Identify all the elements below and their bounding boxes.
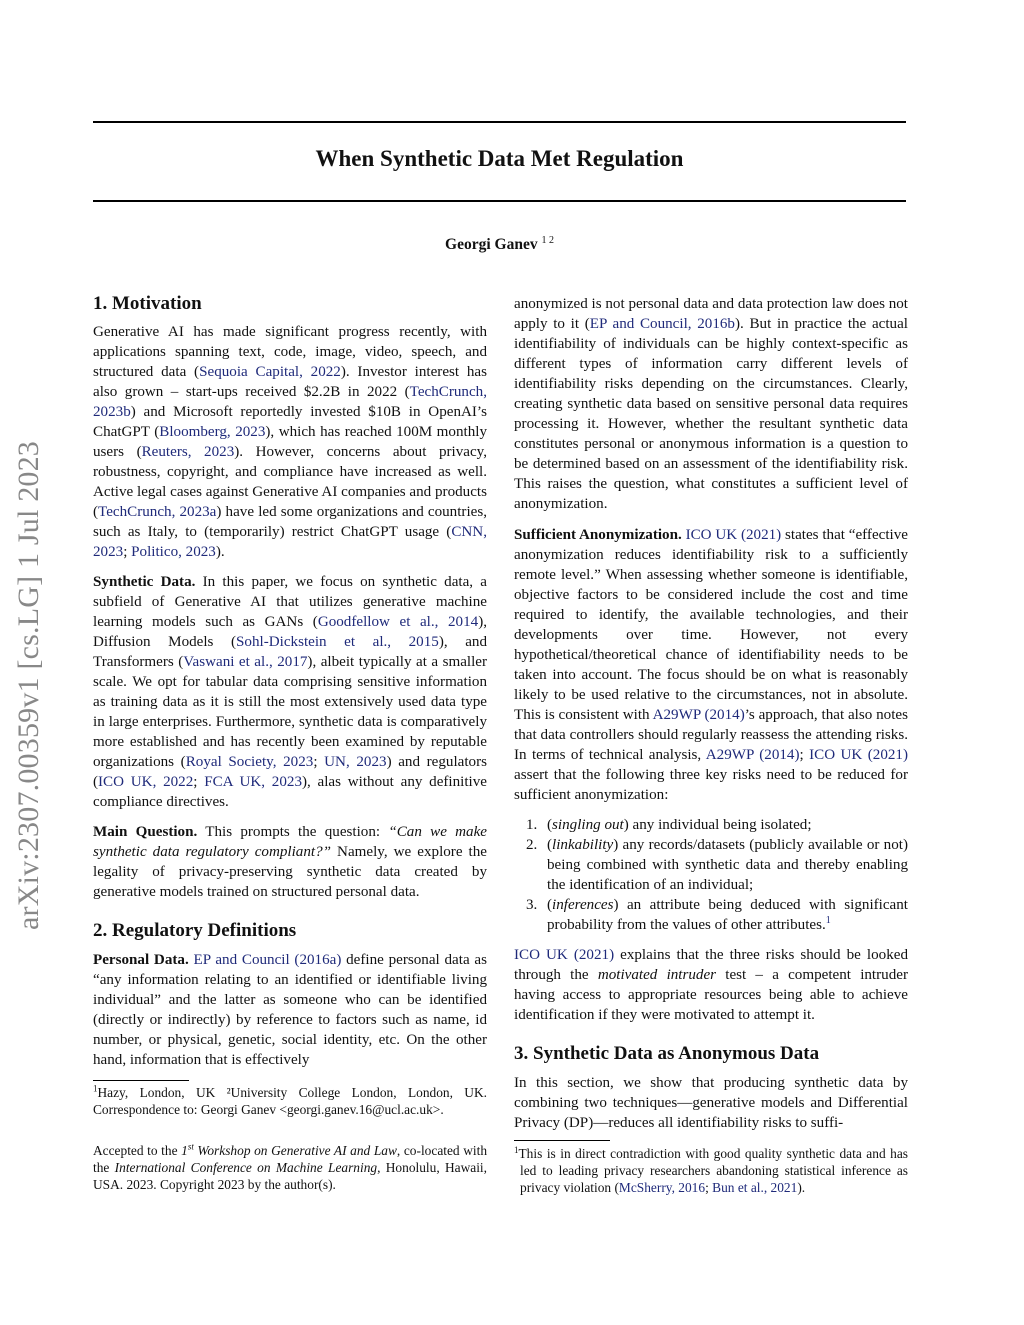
risk-number: 3. bbox=[526, 897, 538, 913]
text-segment: ’s approach, that also notes that data controllers should regularly reassess the attending risks. In terms of technical analysis, bbox=[514, 707, 908, 763]
citation-link[interactable]: Vaswani et al., 2017 bbox=[183, 654, 308, 670]
risk-list bbox=[514, 815, 908, 935]
text-segment: ), alas without any definitive compliance directives. bbox=[93, 774, 487, 810]
footnote-1-link[interactable]: 1 bbox=[825, 914, 831, 926]
paper-title: When Synthetic Data Met Regulation bbox=[315, 146, 684, 171]
text-segment: assert that the following three key risks need to be reduced for sufficient anonymization: bbox=[514, 767, 908, 803]
text-segment: st bbox=[187, 1141, 194, 1152]
risk-description: an attribute being deduced with significant probability from the values of other attributes. bbox=[547, 897, 908, 933]
text-segment: ). Investor interest has also grown – start-ups received $2.2B in 2022 ( bbox=[93, 364, 487, 400]
text-segment: ; bbox=[705, 1180, 713, 1195]
footnote-1-rule bbox=[514, 1140, 610, 1141]
text-segment: “Can we make synthetic data regulatory compliant?” bbox=[93, 824, 488, 860]
text-segment: ), which has reached 100M monthly users ( bbox=[93, 424, 487, 460]
citation-link[interactable]: FCA UK, 2023 bbox=[204, 774, 302, 790]
footnote-1-mark: 1 bbox=[514, 1144, 519, 1155]
personal-data-heading: Personal Data. bbox=[93, 952, 189, 968]
personal-data-paragraph bbox=[93, 950, 487, 1070]
text-segment: Generative AI has made significant progress recently, with applications spanning text, code, image, video, speech, and structured data ( bbox=[93, 324, 487, 380]
text-segment: ; bbox=[799, 747, 810, 763]
text-segment: 1 bbox=[181, 1143, 188, 1158]
citation-link[interactable]: Reuters, 2023 bbox=[141, 444, 235, 460]
text-segment: International Conference on Machine Learning bbox=[114, 1160, 378, 1175]
affiliation-footnote-mark: 1 bbox=[93, 1083, 98, 1094]
section-2-heading: 2. Regulatory Definitions bbox=[93, 920, 297, 941]
text-segment: ; bbox=[313, 754, 325, 770]
footnote-1-text bbox=[519, 1146, 909, 1195]
text-segment: ) and Microsoft reportedly invested $10B in OpenAI’s ChatGPT ( bbox=[93, 404, 487, 440]
sufficient-anonymization-text bbox=[514, 527, 908, 803]
risk-list-item: 1. (singling out) any individual being isolated; bbox=[526, 817, 812, 833]
section-3-text bbox=[514, 1073, 908, 1133]
text-segment: In this paper, we focus on synthetic data, a subfield of Generative AI that utilizes generative machine learning models such as GANs ( bbox=[93, 574, 487, 630]
text-segment: states that “effective anonymization reduces identifiability risk to a sufficiently remote level.” When assessing whether someone is identifiable, objective factors to be considered include the cost and time required to identify, the available technologies, and their developments over time. However, not every hypothetical/theoretical chance of identifiability needs to be taken into account. The focus should be on what is reasonably likely to be used relative to the circumstances, not in absolute. This is consistent with bbox=[514, 527, 908, 723]
text-segment: In this section, we show that producing synthetic data by combining two techniques—generative models and Differential Privacy (DP)—reduces all identifiability risks to suffi- bbox=[514, 1075, 908, 1131]
text-segment: Workshop on Generative AI and Law bbox=[193, 1143, 397, 1158]
citation-link[interactable]: TechCrunch, 2023b bbox=[93, 384, 487, 420]
text-segment: explains that the three risks should be looked through the bbox=[514, 947, 908, 983]
citation-link[interactable]: UN, 2023 bbox=[324, 754, 387, 770]
citation-link[interactable]: ICO UK (2021) bbox=[685, 527, 782, 543]
citation-link[interactable]: Sequoia Capital, 2022 bbox=[199, 364, 341, 380]
motivated-intruder-text bbox=[514, 945, 908, 1025]
affiliation-footnote-rule bbox=[93, 1080, 189, 1081]
author-affiliation-marks: 1 2 bbox=[541, 234, 554, 246]
title-rule-bottom bbox=[93, 200, 906, 202]
risk-term: singling out bbox=[552, 817, 624, 833]
citation-link[interactable]: Royal Society, 2023 bbox=[185, 754, 314, 770]
text-segment: Namely, we explore the legality of privacy-preserving synthetic data created by generative models trained on structured personal data. bbox=[93, 844, 487, 900]
main-question-paragraph bbox=[93, 822, 487, 902]
text-segment: , Honolulu, Hawaii, USA. 2023. Copyright 2023 by the author(s). bbox=[93, 1160, 488, 1192]
text-segment: ; bbox=[193, 774, 205, 790]
synthetic-data-text bbox=[93, 574, 487, 810]
section-1-heading: 1. Motivation bbox=[93, 293, 202, 314]
text-segment: ). However, concerns about privacy, robustness, copyright, and compliance have increased as well. Active legal cases against Generative AI companies and products ( bbox=[93, 444, 488, 520]
citation-link[interactable]: Bloomberg, 2023 bbox=[159, 424, 266, 440]
arxiv-identifier: arXiv:2307.00359v1 [cs.LG] 1 Jul 2023 bbox=[12, 440, 45, 930]
motivated-intruder-paragraph bbox=[514, 945, 908, 1025]
citation-link[interactable]: TechCrunch, 2023a bbox=[98, 504, 217, 520]
text-segment: define personal data as “any information relating to an identified or identifiable living individual” and the latter as someone who can be identified (directly or indirectly) by reference to factors such as name, id number, or physical, genetic, social identity, etc. On the other hand, information that is effectively bbox=[93, 952, 487, 1068]
citation-link[interactable]: CNN, 2023 bbox=[93, 524, 487, 560]
author-line bbox=[93, 236, 906, 254]
citation-link[interactable]: Sohl-Dickstein et al., 2015 bbox=[236, 634, 439, 650]
text-segment: ). bbox=[215, 544, 225, 560]
citation-link[interactable]: Bun et al., 2021 bbox=[712, 1180, 798, 1195]
text-segment: ; bbox=[123, 544, 132, 560]
anonymization-paragraph bbox=[514, 294, 908, 514]
risk-number: 1. bbox=[526, 817, 538, 833]
text-segment: This is in direct contradiction with good quality synthetic data and has led to leading privacy researchers abandoning statistical inference as privacy violation ( bbox=[518, 1146, 908, 1195]
risk-number: 2. bbox=[526, 837, 538, 853]
motivation-paragraph bbox=[93, 322, 487, 562]
section-3-paragraph bbox=[514, 1073, 908, 1133]
synthetic-data-heading: Synthetic Data. bbox=[93, 574, 196, 590]
synthetic-data-paragraph bbox=[93, 572, 487, 812]
citation-link[interactable]: ICO UK (2021) bbox=[514, 947, 615, 963]
citation-link[interactable]: A29WP (2014) bbox=[705, 747, 800, 763]
text-segment: ), and Transformers ( bbox=[93, 634, 487, 670]
text-segment: ), Diffusion Models ( bbox=[93, 614, 487, 650]
text-segment: ). bbox=[797, 1180, 806, 1195]
personal-data-text bbox=[93, 952, 487, 1068]
sufficient-anonymization-paragraph bbox=[514, 525, 908, 805]
citation-link[interactable]: EP and Council (2016a) bbox=[193, 952, 342, 968]
affiliation-footnote-text: Hazy, London, UK ²University College London, London, UK. Correspondence to: Georgi Ganev <georgi.ganev.16@ucl.ac.uk>. bbox=[93, 1085, 487, 1117]
text-segment: This prompts the question: bbox=[197, 824, 389, 840]
risk-term: inferences bbox=[552, 897, 614, 913]
citation-link[interactable]: Politico, 2023 bbox=[131, 544, 216, 560]
accepted-note bbox=[93, 1142, 487, 1193]
sufficient-anonymization-heading: Sufficient Anonymization. bbox=[514, 527, 682, 543]
risk-description: any records/datasets (publicly available or not) being combined with synthetic data and thereby enabling the identification of an individual; bbox=[547, 837, 908, 893]
anonymization-text bbox=[514, 294, 908, 514]
risk-term: linkability bbox=[552, 837, 614, 853]
citation-link[interactable]: ICO UK, 2022 bbox=[98, 774, 194, 790]
citation-link[interactable]: A29WP (2014) bbox=[652, 707, 745, 723]
text-segment: ). But in practice the actual identifiability of individuals can be highly context-specific as different types of information carry different levels of identifiability risks depending on the circumstances. Clearly, creating synthetic data based on sensitive personal data requires processing it. However, whether the resultant synthetic data constitutes personal or anonymous information is a question to be determined based on an assessment of the identifiability risk. This raises the question, what constitutes a sufficient level of anonymization. bbox=[514, 316, 908, 512]
motivation-text bbox=[93, 322, 487, 562]
text-segment: test – a competent intruder having access to appropriate resources being able to achieve identification if they were motivated to attempt it. bbox=[514, 967, 908, 1023]
title-rule-top bbox=[93, 121, 906, 123]
author-name: Georgi Ganev bbox=[445, 236, 538, 253]
citation-link[interactable]: ICO UK (2021) bbox=[809, 747, 908, 763]
risk-list-item: 2. (linkability) any records/datasets (publicly available or not) being combined with synthetic data and thereby enabling the identification of an individual; bbox=[526, 837, 908, 893]
citation-link[interactable]: Goodfellow et al., 2014 bbox=[317, 614, 479, 630]
risk-description: any individual being isolated; bbox=[628, 817, 812, 833]
affiliation-footnote bbox=[93, 1084, 487, 1118]
text-segment: motivated intruder bbox=[597, 967, 717, 983]
accepted-note-text bbox=[93, 1142, 487, 1193]
footnote-1 bbox=[514, 1145, 908, 1196]
risk-list-item: 3. (inferences) an attribute being deduced with significant probability from the values of other attributes.$^1$ bbox=[526, 897, 908, 933]
text-segment: Accepted to the bbox=[93, 1143, 182, 1158]
text-segment: ) have led some organizations and countries, such as Italy, to (temporarily) restrict ChatGPT usage ( bbox=[93, 504, 487, 540]
text-segment: ) and regulators ( bbox=[93, 754, 488, 790]
main-question-heading: Main Question. bbox=[93, 824, 198, 840]
citation-link[interactable]: McSherry, 2016 bbox=[618, 1180, 706, 1195]
section-3-heading: 3. Synthetic Data as Anonymous Data bbox=[514, 1043, 820, 1064]
text-segment: ), albeit typically at a smaller scale. We opt for tabular data comprising sensitive information as training data as it is still the most extensively used data type in large enterprises. Furthermore, synthetic data is comparatively more established and has recently been examined by reputable organizations ( bbox=[93, 654, 488, 770]
text-segment: anonymized is not personal data and data protection law does not apply to it ( bbox=[514, 296, 908, 332]
citation-link[interactable]: EP and Council, 2016b bbox=[589, 316, 735, 332]
text-segment: , co-located with the bbox=[93, 1143, 488, 1175]
